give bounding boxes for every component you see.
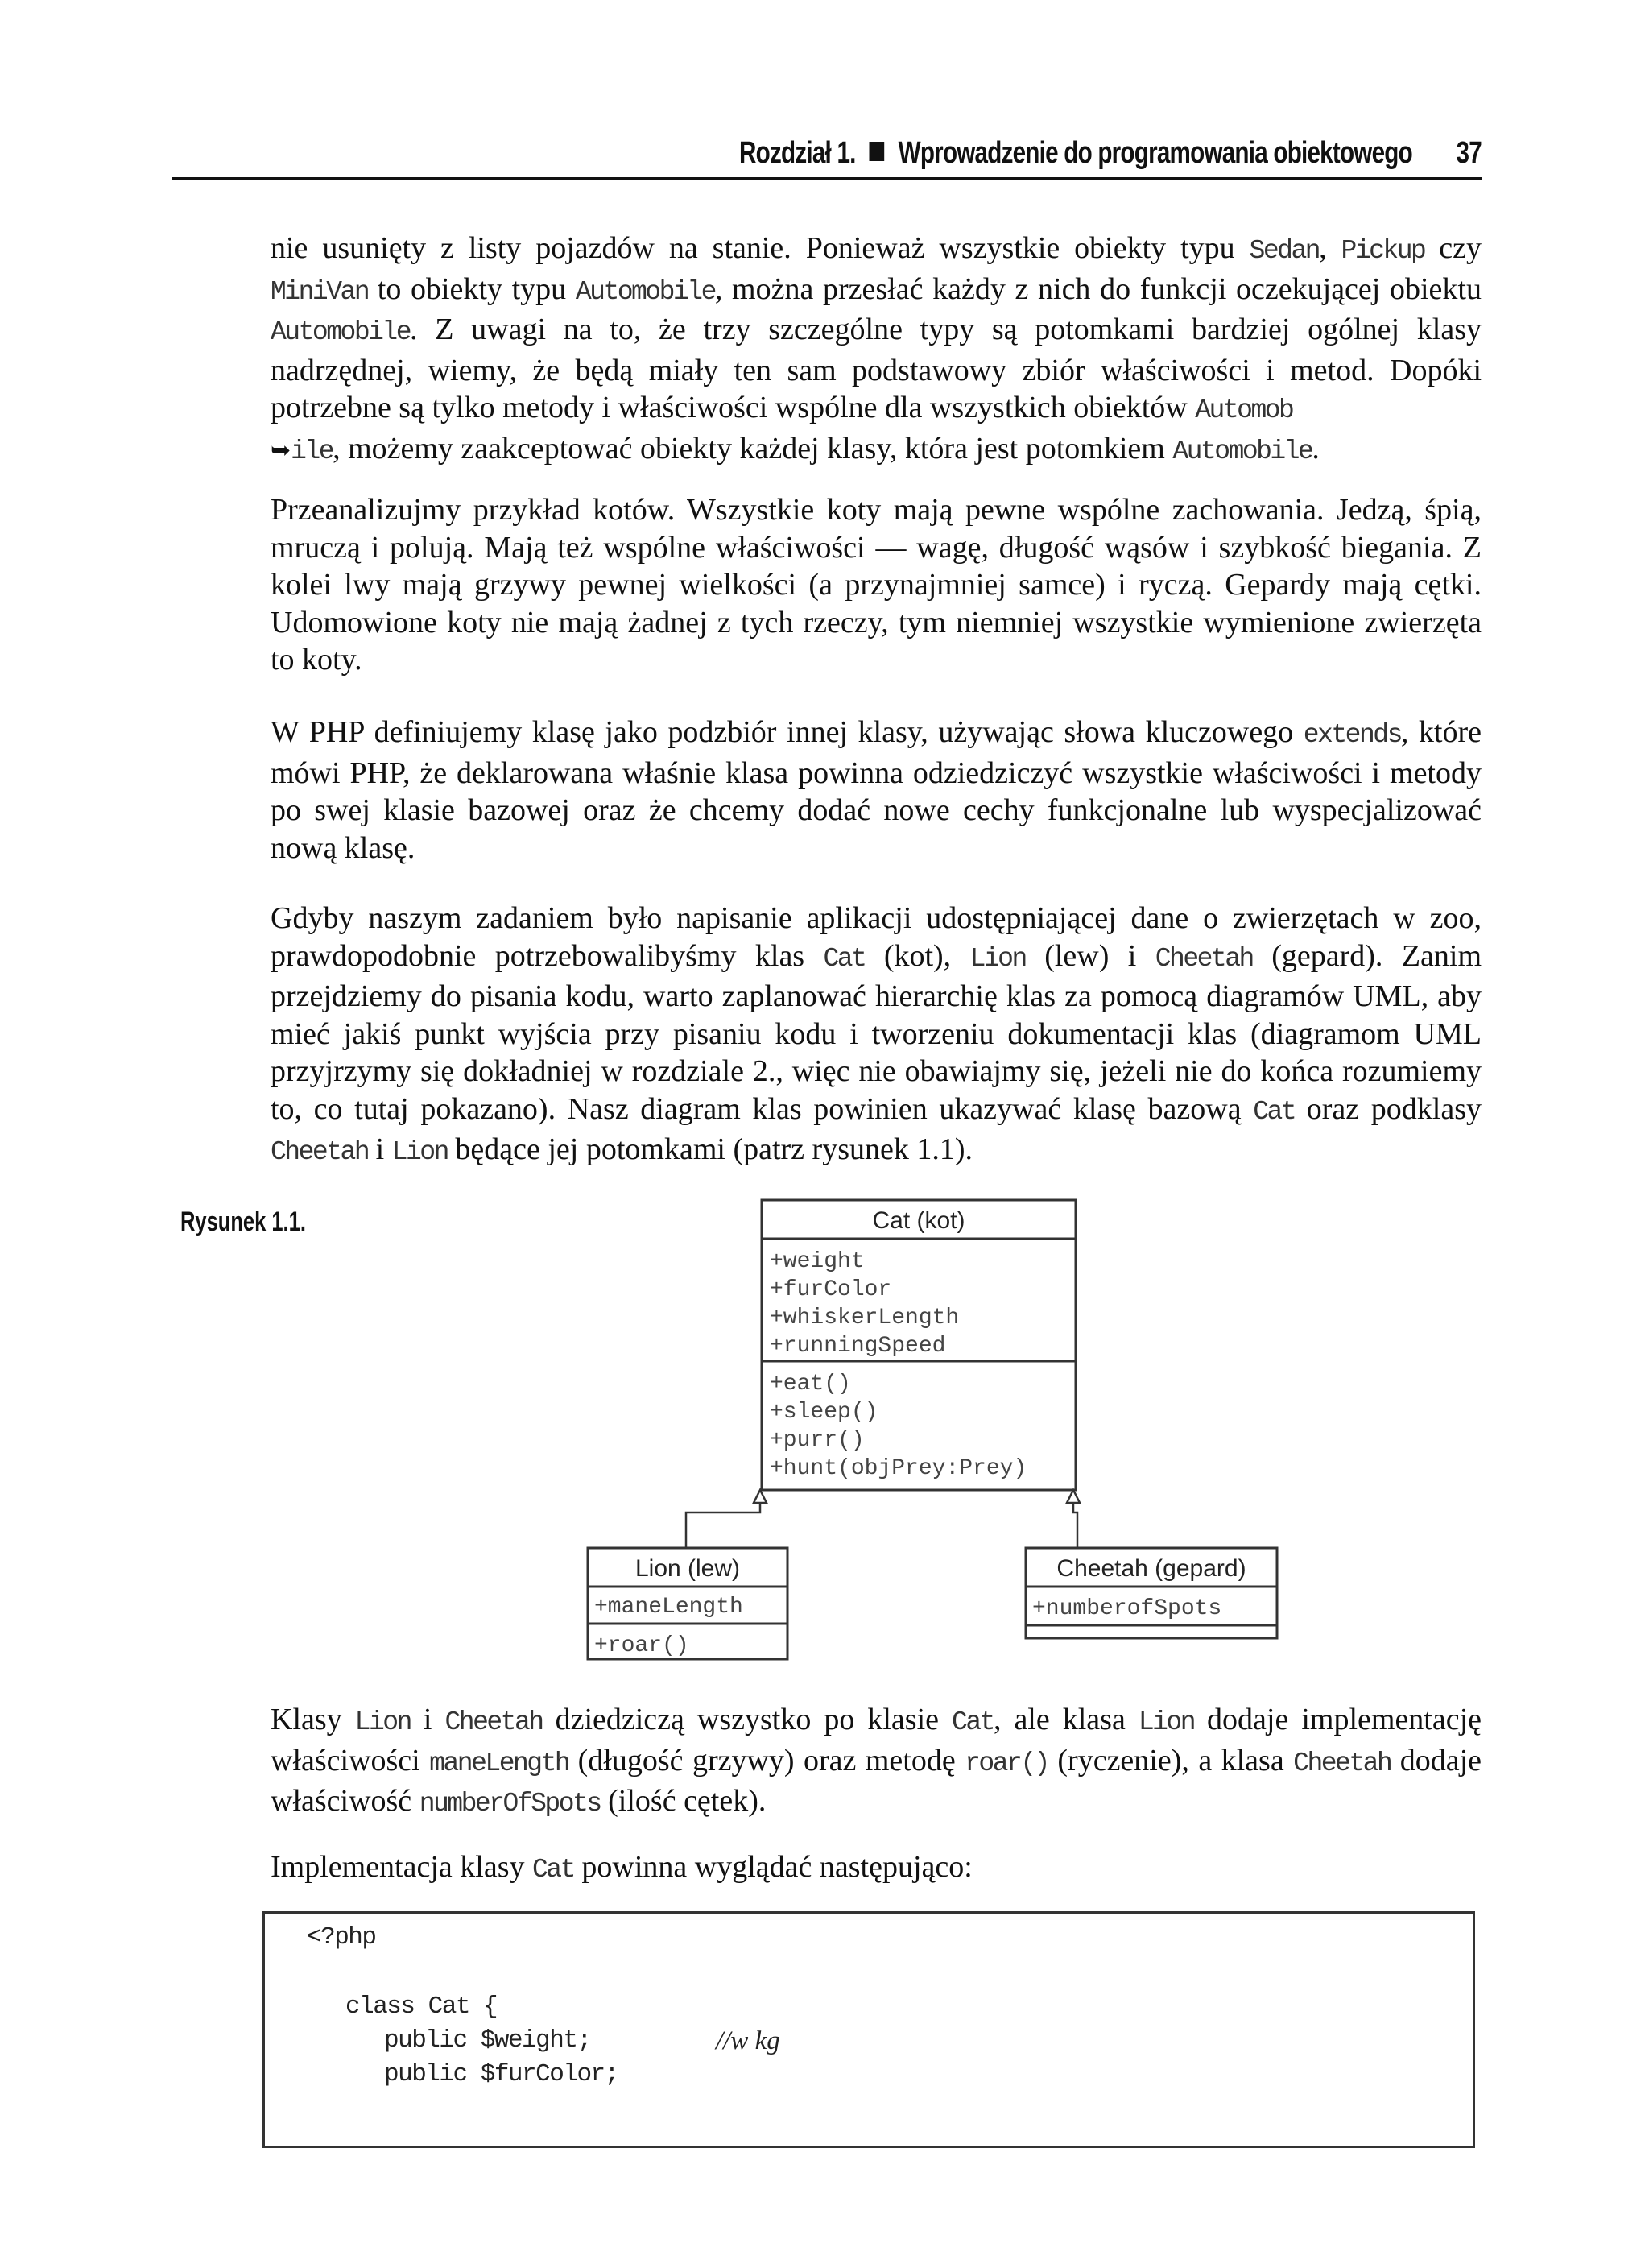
inline-code: Cheetah [271, 1137, 369, 1167]
inline-code: Lion [391, 1137, 448, 1167]
inline-code: Automob [1195, 395, 1293, 425]
text-run: , które mówi PHP, że deklarowana właśnie klasa powinna odziedziczyć wszystkie właściwości i metody po swej klasie bazowej oraz że chcemy dodać nowe cechy funkcjonalne lub wyspecjalizować nową klasę. [271, 715, 1482, 865]
code-line-1: <?php [307, 1923, 376, 1951]
cat-attr-weight: +weight [770, 1249, 865, 1274]
cat-method-purr: +purr() [770, 1428, 865, 1453]
code-comment: //w kg [716, 2026, 780, 2055]
lion-method-roar: +roar() [594, 1633, 689, 1658]
paragraph-6 [271, 1848, 1482, 1889]
inline-code: numberOfSpots [419, 1789, 601, 1819]
square-bullet-icon [870, 142, 885, 161]
text-run: (ryczenie), a klasa [1048, 1743, 1294, 1778]
inheritance-lion-connector [686, 1490, 767, 1548]
inline-code: Cheetah [1293, 1748, 1391, 1778]
paragraph-5 [271, 1701, 1482, 1823]
paragraph-1 [271, 230, 1482, 470]
code-line-2: class Cat { [345, 1993, 498, 2021]
text-run: . Z uwagi na to, że trzy szczególne typy są potomkami bardziej ogólnej klasy nadrzędnej, wiemy, że będą miały ten sam podstawowy zbiór właściwości i metod. Dopóki potrzebne są tylko metody i właściwości wspólne dla wszystkich obiektów [271, 312, 1482, 424]
inline-code: Lion [1138, 1707, 1195, 1737]
code-listing [262, 1911, 1475, 2148]
text-run: i [368, 1132, 392, 1166]
header-text [739, 136, 1482, 171]
inline-code: Cat [823, 943, 866, 974]
page-number: 37 [1456, 136, 1482, 170]
paragraph-4 [271, 900, 1482, 1172]
paragraph-3 [271, 714, 1482, 867]
text-run: i [410, 1703, 445, 1736]
inline-code: Cheetah [444, 1707, 543, 1737]
inline-code: Cheetah [1155, 943, 1253, 974]
inline-code: Automobile [575, 276, 715, 307]
inheritance-cheetah-connector [1067, 1490, 1080, 1548]
text-run: Gdyby naszym zadaniem było napisanie aplikacji udostępniającej dane o zwierzętach w zoo, prawdopodobnie potrzebowalibyśmy klas [271, 901, 1482, 973]
inline-code: Automobile [271, 317, 411, 347]
text-run: (długość grzywy) oraz metodę [568, 1743, 965, 1778]
inline-code: extends [1303, 720, 1401, 750]
inline-code: ile [291, 436, 333, 466]
inline-code: MiniVan [271, 276, 369, 307]
chapter-label: Rozdział 1. [739, 136, 856, 170]
cheetah-class-box [1026, 1548, 1277, 1638]
cheetah-attr-numberofspots: +numberofSpots [1032, 1596, 1222, 1621]
cat-method-eat: +eat() [770, 1372, 851, 1397]
inline-code: Pickup [1341, 236, 1425, 266]
text-run: , ale klasa [993, 1703, 1139, 1736]
cat-method-sleep: +sleep() [770, 1400, 878, 1425]
code-line-4: public $furColor; [384, 2060, 618, 2088]
text-run: . [1312, 431, 1320, 466]
lion-class-name: Lion (lew) [634, 1555, 741, 1582]
text-run: oraz podklasy [1295, 1091, 1482, 1126]
text-run: Klasy [271, 1703, 355, 1736]
inline-code: Lion [354, 1707, 411, 1737]
inline-code: roar() [965, 1748, 1048, 1778]
text-run: dodaje implementację właściwości [271, 1703, 1482, 1778]
text-run: W PHP definiujemy klasę jako podzbiór innej klasy, używając słowa kluczowego [271, 715, 1304, 749]
text-run: to obiekty typu [368, 271, 576, 306]
uml-class-diagram [580, 1192, 1288, 1675]
paragraph-text: Przeanalizujmy przykład kotów. Wszystkie koty mają pewne wspólne zachowania. Jedzą, śpią, mruczą i polują. Mają też wspólne właściwości — wagę, długość wąsów i szybkość biegania. Z kolei lwy mają grzywy pewnej wielkości (a przynajmniej samce) i ryczą. Gepardy mają cętki. Udomowione koty nie mają żadnej z tych rzeczy, tym niemniej wszystkie wymienione zwierzęta to koty. [271, 493, 1482, 677]
inline-code: Cat [1253, 1096, 1296, 1127]
text-run: Implementacja klasy [271, 1850, 532, 1884]
inline-code: Sedan [1249, 236, 1320, 266]
text-run: (ilość cętek). [600, 1784, 767, 1818]
inline-code: Cat [532, 1855, 574, 1885]
paragraph-2 [271, 491, 1482, 679]
cat-attr-whiskerlength: +whiskerLength [770, 1306, 960, 1331]
cat-class-name: Cat (kot) [872, 1207, 965, 1234]
text-run: , możemy zaakceptować obiekty każdej klasy, która jest potomkiem [333, 431, 1173, 466]
code-line-3: public $weight; [384, 2026, 591, 2055]
cat-class-box [762, 1200, 1076, 1490]
text-run: (lew) i [1025, 938, 1155, 973]
figure-label: Rysunek 1.1. [180, 1206, 306, 1237]
lion-attr-manelength: +maneLength [594, 1595, 743, 1620]
text-run: dodaje właściwość [271, 1743, 1482, 1818]
inline-code: Lion [969, 943, 1026, 974]
text-run: , [1319, 231, 1341, 265]
cat-attr-furcolor: +furColor [770, 1277, 892, 1302]
text-run: będące jej potomkami (patrz rysunek 1.1). [447, 1132, 973, 1166]
text-run: nie usunięty z listy pojazdów na stanie. Ponieważ wszystkie obiekty typu [271, 231, 1250, 265]
lion-class-box [588, 1548, 787, 1659]
running-header [172, 129, 1482, 180]
chapter-title: Wprowadzenie do programowania obiektowego [898, 136, 1412, 170]
line-continuation-icon: ➥ [271, 436, 291, 465]
text-run: czy [1424, 231, 1482, 265]
inline-code: maneLength [429, 1748, 569, 1778]
text-run: powinna wyglądać następująco: [573, 1850, 973, 1884]
inline-code: Automobile [1172, 436, 1312, 466]
cat-attr-runningspeed: +runningSpeed [770, 1334, 946, 1359]
text-run: (gepard). Zanim przejdziemy do pisania kodu, warto zaplanować hierarchię klas za pomocą diagramów UML, aby mieć jakiś punkt wyjścia przy pisaniu kodu i tworzeniu dokumentacji klas (diagramom UML przyjrzymy się dokładniej w rozdziale 2., więc nie obawiajmy się, jeżeli nie do końca rozumiemy to, co tutaj pokazano). Nasz diagram klas powinien ukazywać klasę bazową [271, 938, 1482, 1126]
inline-code: Cat [952, 1707, 994, 1737]
text-run: (kot), [865, 938, 970, 973]
cheetah-class-name: Cheetah (gepard) [1056, 1555, 1246, 1582]
text-run: dziedziczą wszystko po klasie [542, 1703, 953, 1736]
cat-method-hunt: +hunt(objPrey:Prey) [770, 1456, 1027, 1481]
text-run: , można przesłać każdy z nich do funkcji oczekującej obiektu [714, 271, 1482, 306]
